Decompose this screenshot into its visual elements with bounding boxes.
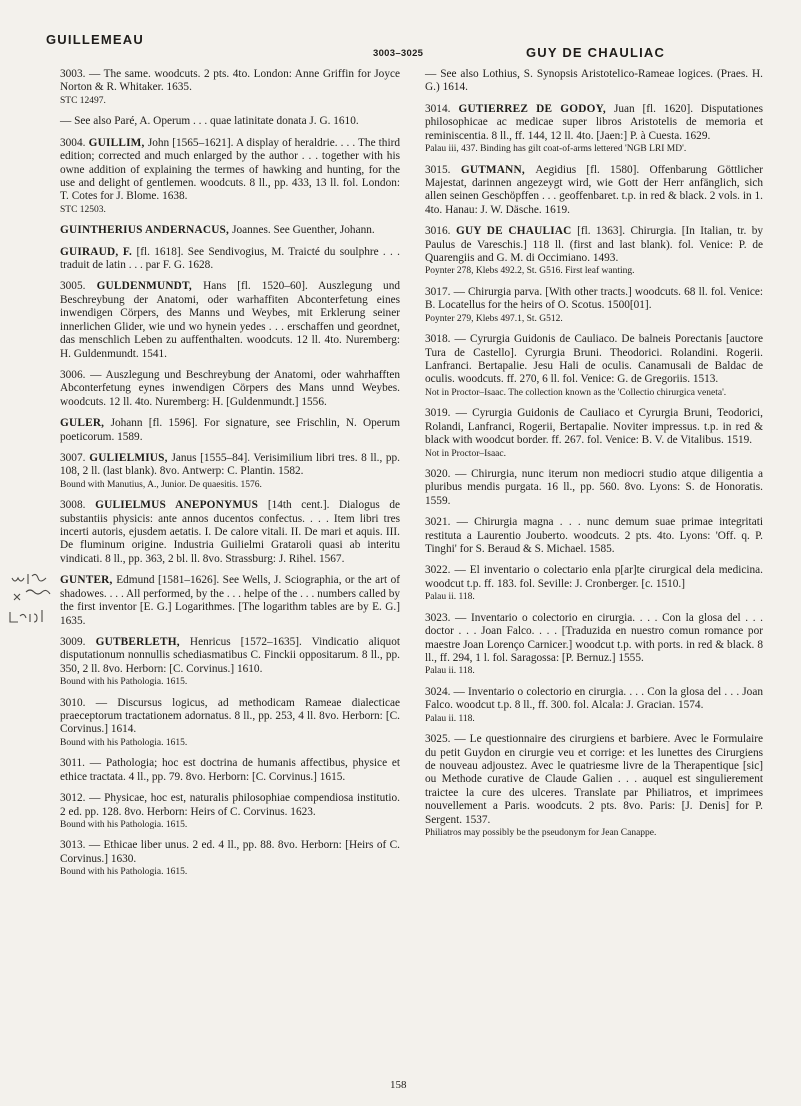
- entry-text: — Chirurgia magna . . . nunc demum suae primae integritati restituta a Laurentio Jouberto. woodcuts. 2 pts. 4to. Lyons: 'Off. q. P. Tinghi' for S. Beraud & S. Michael. 1585.: [425, 516, 763, 556]
- entry-number: 3018.: [425, 333, 451, 346]
- entry-text: Joannes. See Guenther, Johann.: [232, 224, 375, 237]
- catalogue-entry: [60, 574, 400, 628]
- entry-note: Palau ii. 118.: [425, 592, 475, 603]
- catalogue-entry: [425, 468, 763, 508]
- entry-text: Aegidius [fl. 1580]. Offenbarung Göttlicher Majestat, darinnen angezeygt wird, wie Gott der Herr anfänglich, sich allen seinen Geschöpffen . . . geoffenbaret. t.p. in red & black. 2 vols. in 1. 4to. Hanau: J. W. Däsche. 1619.: [425, 163, 763, 216]
- catalogue-entry: [60, 839, 400, 878]
- right-column: [425, 68, 763, 848]
- entry-text: Janus [1555–84]. Verisimilium libri tres. 8 ll., pp. 108, 2 ll. (last blank). 8vo. Antwerp: C. Plantin. 1582.: [60, 451, 400, 478]
- entry-number: 3006.: [60, 368, 86, 381]
- entry-note: Bound with his Pathologia. 1615.: [60, 867, 188, 878]
- entry-number: 3022.: [425, 564, 451, 577]
- entry-note: Not in Proctor–Isaac.: [425, 448, 506, 459]
- entry-note: Palau ii. 118.: [425, 666, 475, 677]
- entry-heading: GULIELMUS ANEPONYMUS: [85, 499, 268, 512]
- entry-number: 3010.: [60, 696, 86, 709]
- entry-note: Bound with Manutius, A., Junior. De quaesitis. 1576.: [60, 479, 262, 490]
- catalogue-entry: [60, 452, 400, 491]
- entry-number: 3008.: [60, 499, 86, 512]
- entry-text: — Physicae, hoc est, naturalis philosophiae compendiosa institutio. 2 ed. pp. 128. 8vo. Herborn: Heirs of C. Corvinus. 1623.: [60, 792, 400, 818]
- catalogue-entry: [60, 137, 400, 217]
- entry-number: 3019.: [425, 407, 451, 420]
- catalogue-entry: [425, 564, 763, 603]
- entry-number: 3014.: [425, 102, 451, 115]
- entry-text: — Le questionnaire des cirurgiens et barbiere. Avec le Formulaire du petit Guydon en cirurgie veu et corrige: et les lunettes des Cirurgiens de nouveau adjoustez. Avec le quatriesme livre de la Therapentique [sic] ou Methode curative de Claude Galien . . . auquel est singulierement traictee la cure des ulceres. Translate par Philiatros, et imprimees nouvellement a Paris. woodcuts. 2 pts. 8vo. Paris: [J. Denis] for P. Sergent. 1537.: [425, 733, 763, 826]
- entry-number: 3017.: [425, 285, 451, 298]
- entry-text: [fl. 1363]. Chirurgia. [In Italian, tr. by Paulus de Vareschis.] 118 ll. (first and last blank). fol. Venice: P. de Quarengiis and G. M. di Occimiano. 1493.: [425, 225, 763, 264]
- catalogue-entry: [425, 225, 763, 278]
- catalogue-entry: [425, 516, 763, 556]
- entry-note: Poynter 278, Klebs 492.2, St. G516. First leaf wanting.: [425, 266, 635, 277]
- entry-text: — Cyrurgia Guidonis de Cauliaco et Cyrurgia Bruni, Teodorici, Rolandi, Lanfranci, Rogerii, Bertapalie. Noviter impressus. t.p. in red & black with woodcut border. ff. 267. fol. Venice: B. V. de Vitalibus. 1519.: [425, 407, 763, 447]
- entry-number: 3024.: [425, 685, 451, 698]
- entry-text: Edmund [1581–1626]. See Wells, J. Sciographia, or the art of shadowes. . . . All performed, by the . . . helpe of the . . . numbers called by the first inventor [E. G.] Logarithmes. [The logarithm tables are by E. G.] 1635.: [60, 574, 400, 627]
- entry-text: — Auszlegung und Beschreybung der Anatomi, oder wahrhafften Abconterfetung eynes inwendigen Cörpers des Mans unnd Weybes. woodcuts. 12 ll. 4to. Nuremberg: H. [Guldenmundt.] 1556.: [60, 368, 400, 408]
- catalogue-entry: [60, 417, 400, 444]
- entry-text: Johann [fl. 1596]. For signature, see Frischlin, N. Operum poeticorum. 1589.: [60, 417, 400, 443]
- entry-text: — The same. woodcuts. 2 pts. 4to. London: Anne Griffin for Joyce Norton & R. Whitaker. 1635.: [60, 68, 400, 94]
- header-right: GUY DE CHAULIAC: [526, 45, 666, 60]
- entry-text: — See also Lothius, S. Synopsis Aristotelico-Rameae logices. (Praes. H. G.) 1614.: [425, 68, 763, 94]
- entry-text: — Ethicae liber unus. 2 ed. 4 ll., pp. 88. 8vo. Herborn: [Heirs of C. Corvinus.] 1630.: [60, 839, 400, 865]
- entry-text: — Inventario o colectorio en cirurgia. . . . Con la glosa del . . . doctor . . . Joan Falco. . . . [Traduzida en nuestro comun romance por maestre Joan Lorenço Carnicer.] woodcut t.p. with ports. in red & black. 8 ll., ff. 294, 1 l. fol. Saragossa: [P. Bernuz.] 1555.: [425, 611, 763, 664]
- entry-heading: GULIELMIUS,: [85, 451, 172, 464]
- entry-heading: GUIRAUD, F.: [60, 245, 137, 258]
- entry-number: 3015.: [425, 163, 451, 176]
- running-header: [0, 32, 801, 60]
- entry-heading: GULER,: [60, 417, 111, 430]
- entry-note: Poynter 279, Klebs 497.1, St. G512.: [425, 313, 563, 324]
- catalogue-entry: [60, 757, 400, 784]
- entry-note: Bound with his Pathologia. 1615.: [60, 819, 188, 830]
- entry-note: Palau iii, 437. Binding has gilt coat-of-arms lettered 'NGB LRI MD'.: [425, 144, 687, 155]
- catalogue-entry: [425, 286, 763, 325]
- entry-number: 3021.: [425, 516, 451, 529]
- catalogue-entry: [60, 636, 400, 689]
- entry-text: — See also Paré, A. Operum . . . quae latinitate donata J. G. 1610.: [60, 115, 359, 128]
- entry-note: Philiatros may possibly be the pseudonym for Jean Canappe.: [425, 828, 657, 839]
- entry-text: Juan [fl. 1620]. Disputationes philosophicae ac medicae super libros Aristotelis de memoria et reminiscentia. 8 ll., ff. 144, 12 ll. 4to. [Jaen:] P. à Cuesta. 1629.: [425, 102, 764, 142]
- entry-number: 3009.: [60, 635, 86, 648]
- entry-heading: GUINTHERIUS ANDERNACUS,: [60, 224, 233, 237]
- catalogue-entry: [425, 164, 763, 218]
- entry-heading: GUNTER,: [60, 574, 117, 587]
- entry-note: STC 12503.: [60, 204, 106, 215]
- catalogue-entry: [60, 697, 400, 750]
- catalogue-entry: [60, 369, 400, 409]
- catalogue-entry: [425, 407, 763, 460]
- entry-number: 3013.: [60, 839, 86, 852]
- entry-number: 3011.: [60, 757, 85, 770]
- entry-text: — Chirurgia parva. [With other tracts.] woodcuts. 68 ll. fol. Venice: B. Locatellus for the heirs of O. Scotus. 1500[01].: [425, 285, 763, 312]
- entry-text: — Inventario o colectorio en cirurgia. . . . Con la glosa del . . . Joan Falco. woodcut t.p. 8 ll., ff. 300. fol. Alcala: J. Gracian. 1574.: [425, 685, 763, 712]
- catalogue-entry: [60, 499, 400, 566]
- entry-note: Bound with his Pathologia. 1615.: [60, 737, 188, 748]
- entry-heading: GUTMANN,: [450, 163, 536, 176]
- entry-text: — El inventario o colectario enla p[ar]te cirurgical dela medicina. woodcut t.p. ff. 183. fol. Seville: J. Cronberger. [c. 1510.]: [425, 564, 763, 590]
- catalogue-entry: [425, 733, 763, 839]
- left-column: [60, 68, 400, 887]
- entry-number: 3023.: [425, 611, 451, 624]
- catalogue-entry: [60, 68, 400, 107]
- entry-note: Not in Proctor–Isaac. The collection known as the 'Collectio chirurgica veneta'.: [425, 387, 727, 398]
- entry-number: 3004.: [60, 136, 86, 149]
- entry-text: John [1565–1621]. A display of heraldrie. . . . The third edition; corrected and much enlarged by the author . . . together with his owne addition of explaining the termes of hawking and hunting, for the use and delight of gentlemen. woodcuts. 8 ll., pp. 433, 13 ll. fol. London: T. Cotes for J. Blome. 1638.: [60, 136, 400, 203]
- entry-text: [fl. 1618]. See Sendivogius, M. Traicté du soulphre . . . traduit de latin . . . par F. G. 1628.: [60, 245, 400, 272]
- header-left: GUILLEMEAU: [46, 32, 144, 47]
- entry-text: — Discursus logicus, ad methodicam Rameae dialecticae praeceptorum tractationem adornatus. 8 ll., pp. 253, 4 ll. 8vo. Herborn: [C. Corvinus.] 1614.: [60, 696, 400, 736]
- entry-note: Bound with his Pathologia. 1615.: [60, 677, 188, 688]
- entry-heading: GUY DE CHAULIAC: [450, 225, 578, 238]
- page-number: 158: [390, 1079, 407, 1091]
- entry-text: — Cyrurgia Guidonis de Cauliaco. De balneis Porectanis [auctore Tura de Castello]. Cyrurgia Bruni. Theodorici. Rolandini. Rogerii. Lanfranci. Bertapalie. Jesu Hali de oculis. Canamusali de Baldac de oculis. woodcuts. ff. 270, 6 ll. fol. Venice: G. de Gregoriis. 1513.: [425, 333, 763, 386]
- catalogue-entry: [425, 333, 763, 399]
- entry-number: 3016.: [425, 225, 451, 238]
- entry-text: — Chirurgia, nunc iterum non mediocri studio atque diligentia a pluribus mendis purgata. 16 ll., pp. 560. 8vo. Lyons: S. de Honoratis. 1559.: [425, 468, 763, 507]
- entry-heading: GUILLIM,: [85, 136, 148, 149]
- entry-heading: GULDENMUNDT,: [85, 280, 204, 293]
- entry-heading: GUTIERREZ DE GODOY,: [450, 102, 614, 115]
- catalogue-entry: [60, 280, 400, 360]
- catalogue-entry: [60, 115, 400, 128]
- catalogue-entry: [60, 246, 400, 273]
- catalogue-entry: [60, 792, 400, 831]
- catalogue-entry: [60, 224, 400, 237]
- entry-number: 3025.: [425, 733, 451, 746]
- catalogue-entry: [425, 68, 763, 95]
- handwritten-margin-note: [8, 570, 60, 632]
- catalogue-entry: [425, 686, 763, 725]
- catalogue-entry: [425, 103, 763, 156]
- entry-number: 3007.: [60, 451, 86, 464]
- entry-text: Henricus [1572–1635]. Vindicatio aliquot disputationum nonnullis schediasmatibus C. Finckii oppositarum. 8 ll., pp. 350, 2 ll. 8vo. Herborn: [C. Corvinus.] 1610.: [60, 635, 400, 675]
- entry-note: Palau ii. 118.: [425, 713, 475, 724]
- entry-heading: GUTBERLETH,: [85, 635, 190, 648]
- catalogue-entry: [425, 612, 763, 678]
- entry-text: [14th cent.]. Dialogus de substantiis physicis: ante annos ducentos confectus. . . . Item libri tres incerti autoris, ejusdem aetatis. I. De calore vitali. II. De mari et aquis. III. De fluminum origine. Industria Guilielmi Grataroli quasi ab interitu vindicati. 8 ll., pp. 363, 2 bl. ll. 8vo. Strassburg: J. Rihel. 1567.: [60, 499, 400, 565]
- header-center: 3003–3025: [373, 48, 424, 59]
- handwriting-scribble-icon: [8, 570, 60, 632]
- entry-number: 3003.: [60, 68, 86, 80]
- entry-text: — Pathologia; hoc est doctrina de humanis affectibus, physice et ethice tractata. 4 ll., pp. 79. 8vo. Herborn: [C. Corvinus.] 1615.: [60, 757, 400, 783]
- entry-text: Hans [fl. 1520–60]. Auszlegung und Beschreybung der Anatomi, oder warhaffiten Abconterfetung eines inwendigen Cörpers, des Manns und Weybes, mit Erklerung seiner innerlichen Glider, wie und wo hynein yedes . . . erschaffen und geordnet, das menschlich Leben zu auffenthalten. woodcuts. 12 ll. 4to. Nuremberg: H. Guldenmundt. 1541.: [60, 280, 400, 360]
- entry-number: 3005.: [60, 280, 86, 293]
- entry-note: STC 12497.: [60, 95, 106, 106]
- entry-number: 3020.: [425, 468, 451, 481]
- entry-number: 3012.: [60, 792, 86, 805]
